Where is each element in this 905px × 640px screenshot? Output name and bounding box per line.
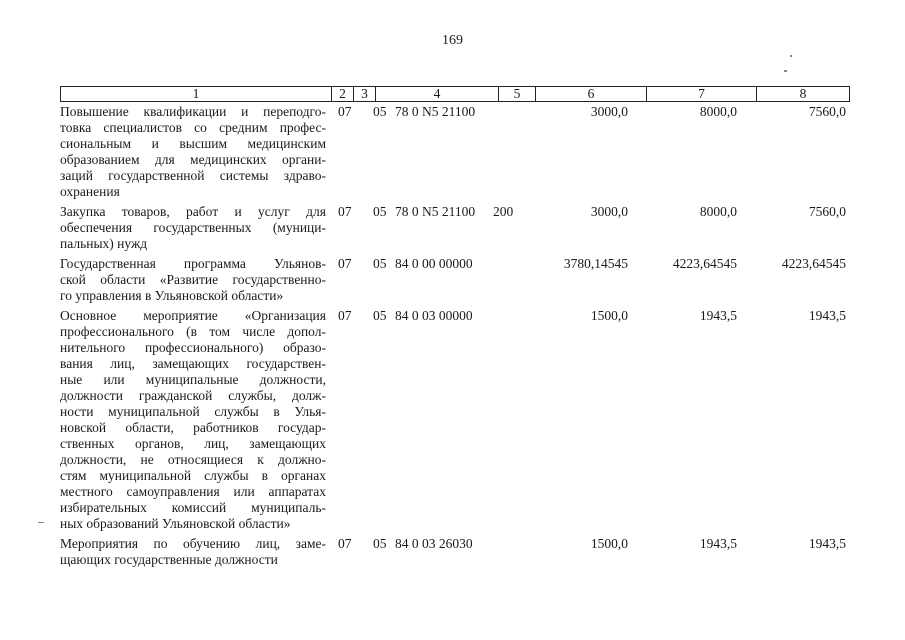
cell-c4: 84 0 03 26030: [395, 536, 473, 551]
description-line: ности муниципальной службы в Улья-: [60, 404, 326, 419]
column-header-1: 1: [61, 87, 332, 102]
cell-c7: 4223,64545: [672, 256, 737, 271]
column-header-2: 2: [332, 87, 354, 102]
cell-c2: 07: [338, 536, 352, 551]
description-line: ных образований Ульяновской области»: [60, 516, 291, 531]
description-line: вания лиц, замещающих государствен-: [60, 356, 326, 371]
column-header-7: 7: [647, 87, 757, 102]
cell-c6: 1500,0: [590, 536, 628, 551]
column-header-4: 4: [376, 87, 499, 102]
description-line: образованием для медицинских органи-: [60, 152, 326, 167]
cell-c3: 05: [373, 536, 387, 551]
description-line: Мероприятия по обучению лиц, заме-: [60, 536, 326, 551]
row-description: [60, 104, 326, 200]
column-header-3: 3: [354, 87, 376, 102]
description-line: новской области, работников государ-: [60, 420, 326, 435]
description-line: ные или муниципальные должности,: [60, 372, 326, 387]
cell-c7: 1943,5: [699, 308, 737, 323]
description-line: Закупка товаров, работ и услуг для: [60, 204, 326, 219]
description-line: должности, не относящиеся к должно-: [60, 452, 326, 467]
cell-c8: 1943,5: [808, 536, 846, 551]
description-line: стям муниципальной службы в органах: [60, 468, 326, 483]
description-line: местного самоуправления или аппаратах: [60, 484, 326, 499]
cell-c8: 4223,64545: [781, 256, 846, 271]
description-line: обеспечения государственных (муници-: [60, 220, 326, 235]
budget-table-body: [60, 104, 860, 572]
cell-c2: 07: [338, 308, 352, 323]
cell-c4: 78 0 N5 21100: [395, 204, 476, 219]
cell-c7: 8000,0: [699, 204, 737, 219]
description-line: Государственная программа Ульянов-: [60, 256, 326, 271]
table-row: [60, 204, 860, 252]
cell-c3: 05: [373, 104, 387, 119]
cell-c8: 7560,0: [808, 104, 846, 119]
description-line: избирательных комиссий муниципаль-: [60, 500, 326, 515]
cell-c3: 05: [373, 256, 387, 271]
description-line: нительного профессионального) образо-: [60, 340, 326, 355]
scan-speck: [38, 522, 44, 523]
cell-c5: 200: [493, 204, 514, 219]
table-row: [60, 104, 860, 200]
description-line: ственных органов, лиц, замещающих: [60, 436, 326, 451]
cell-c7: 1943,5: [699, 536, 737, 551]
cell-c8: 1943,5: [808, 308, 846, 323]
table-row: [60, 256, 860, 304]
column-header-row: [60, 86, 850, 102]
column-header-6: 6: [536, 87, 647, 102]
column-header-8: 8: [757, 87, 850, 102]
cell-c2: 07: [338, 104, 352, 119]
description-line: Основное мероприятие «Организация: [60, 308, 326, 323]
cell-c2: 07: [338, 256, 352, 271]
table-row: [60, 308, 860, 532]
cell-c6: 3000,0: [590, 104, 628, 119]
row-description: [60, 536, 326, 568]
table-row: [60, 536, 860, 568]
cell-c7: 8000,0: [699, 104, 737, 119]
description-line: должности гражданской службы, долж-: [60, 388, 326, 403]
column-header-5: 5: [499, 87, 536, 102]
description-line: пальных) нужд: [60, 236, 148, 251]
description-line: товка специалистов со средним профес-: [60, 120, 326, 135]
scan-speck: [790, 55, 792, 57]
scan-speck: [784, 70, 787, 72]
cell-c6: 1500,0: [590, 308, 628, 323]
description-line: охранения: [60, 184, 120, 199]
description-line: Повышение квалификации и переподго-: [60, 104, 326, 119]
row-description: [60, 256, 326, 304]
cell-c4: 84 0 00 00000: [395, 256, 473, 271]
cell-c6: 3000,0: [590, 204, 628, 219]
description-line: заций государственной системы здраво-: [60, 168, 326, 183]
description-line: сиональным и высшим медицинским: [60, 136, 326, 151]
row-description: [60, 308, 326, 532]
cell-c3: 05: [373, 204, 387, 219]
description-line: ской области «Развитие государственно-: [60, 272, 326, 287]
cell-c3: 05: [373, 308, 387, 323]
cell-c2: 07: [338, 204, 352, 219]
row-description: [60, 204, 326, 252]
cell-c4: 78 0 N5 21100: [395, 104, 476, 119]
cell-c8: 7560,0: [808, 204, 846, 219]
page-number: 169: [442, 33, 463, 48]
cell-c4: 84 0 03 00000: [395, 308, 473, 323]
description-line: щающих государственные должности: [60, 552, 278, 567]
description-line: го управления в Ульяновской области»: [60, 288, 284, 303]
description-line: профессионального (в том числе допол-: [60, 324, 326, 339]
cell-c6: 3780,14545: [563, 256, 628, 271]
